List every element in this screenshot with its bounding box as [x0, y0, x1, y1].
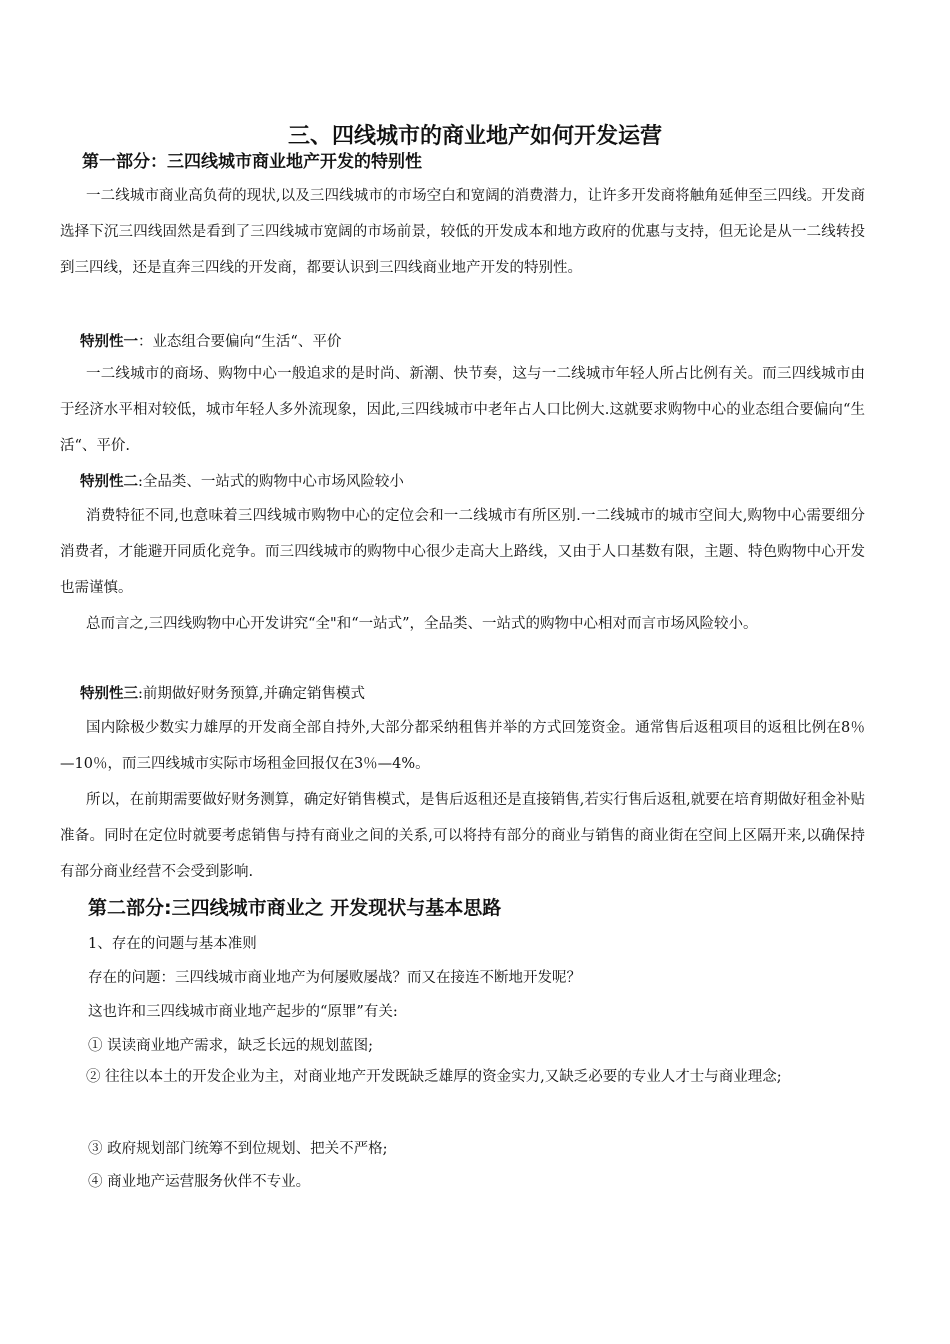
original-sin-line: 这也许和三四线城市商业地产起步的“原罪”有关: — [88, 1004, 398, 1020]
special1-title: ：业态组合要偏向“生活“、平价 — [138, 334, 342, 350]
special2-line — [80, 470, 870, 494]
part2-subheading: 1、存在的问题与基本准则 — [88, 936, 257, 952]
special3-body-2: 所以，在前期需要做好财务测算，确定好销售模式，是售后返租还是直接销售,若实行售后返租,就要在培育期做好租金补贴准备。同时在定位时就要考虑销售与持有商业之间的关系,可以将持有部分的商业与销售的商业街在空间上区隔开来,以确保持有部分商业经营不会受到影响. — [60, 792, 865, 880]
special1-line — [80, 330, 870, 354]
special3-title: :前期做好财务预算,并确定销售模式 — [138, 686, 365, 702]
special3-label: 特别性三 — [80, 686, 138, 702]
special2-body-2: 总而言之,三四线购物中心开发讲究“全"和“一站式”，全品类、一站式的购物中心相对而言市场风险较小。 — [86, 616, 758, 632]
part1-intro: 一二线城市商业高负荷的现状,以及三四线城市的市场空白和宽阔的消费潜力，让许多开发商将触角延伸至三四线。开发商选择下沉三四线固然是看到了三四线城市宽阔的市场前景，较低的开发成本和地方政府的优惠与支持，但无论是从一二线转投到三四线，还是直奔三四线的开发商，都要认识到三四线商业地产开发的特别性。 — [60, 188, 865, 276]
part2-heading: 第二部分:三四线城市商业之 开发现状与基本思路 — [88, 897, 502, 919]
special1-body: 一二线城市的商场、购物中心一般追求的是时尚、新潮、快节奏，这与一二线城市年轻人所占比例有关。而三四线城市由于经济水平相对较低，城市年轻人多外流现象，因此,三四线城市中老年占人口比例大.这就要求购物中心的业态组合要偏向“生活“、平价. — [60, 366, 865, 454]
special3-line — [80, 682, 870, 706]
special2-title: :全品类、一站式的购物中心市场风险较小 — [138, 474, 404, 490]
special1-label: 特别性一 — [80, 334, 138, 350]
list-item: ④ 商业地产运营服务伙伴不专业。 — [88, 1174, 311, 1190]
list-item: ③ 政府规划部门统筹不到位规划、把关不严格; — [88, 1141, 388, 1157]
special2-body-1: 消费特征不同,也意味着三四线城市购物中心的定位会和一二线城市有所区别.一二线城市的城市空间大,购物中心需要细分消费者，才能避开同质化竞争。而三四线城市的购物中心很少走高大上路线，又由于人口基数有限，主题、特色购物中心开发也需谨慎。 — [60, 508, 865, 596]
problem-question: 存在的问题：三四线城市商业地产为何屡败屡战？而又在接连不断地开发呢？ — [88, 970, 581, 986]
list-item: ① 误读商业地产需求，缺乏长远的规划蓝图; — [88, 1038, 373, 1054]
special3-body-1: 国内除极少数实力雄厚的开发商全部自持外,大部分都采纳租售并举的方式回笼资金。通常售后返租项目的返租比例在8％—10％，而三四线城市实际市场租金回报仅在3％—4%。 — [60, 720, 865, 772]
special2-label: 特别性二 — [80, 474, 138, 490]
part1-heading: 第一部分：三四线城市商业地产开发的特别性 — [82, 152, 422, 172]
list-item: ② 往往以本土的开发企业为主，对商业地产开发既缺乏雄厚的资金实力,又缺乏必要的专业人才士与商业理念; — [86, 1069, 782, 1085]
document-title: 三、四线城市的商业地产如何开发运营 — [287, 124, 662, 149]
